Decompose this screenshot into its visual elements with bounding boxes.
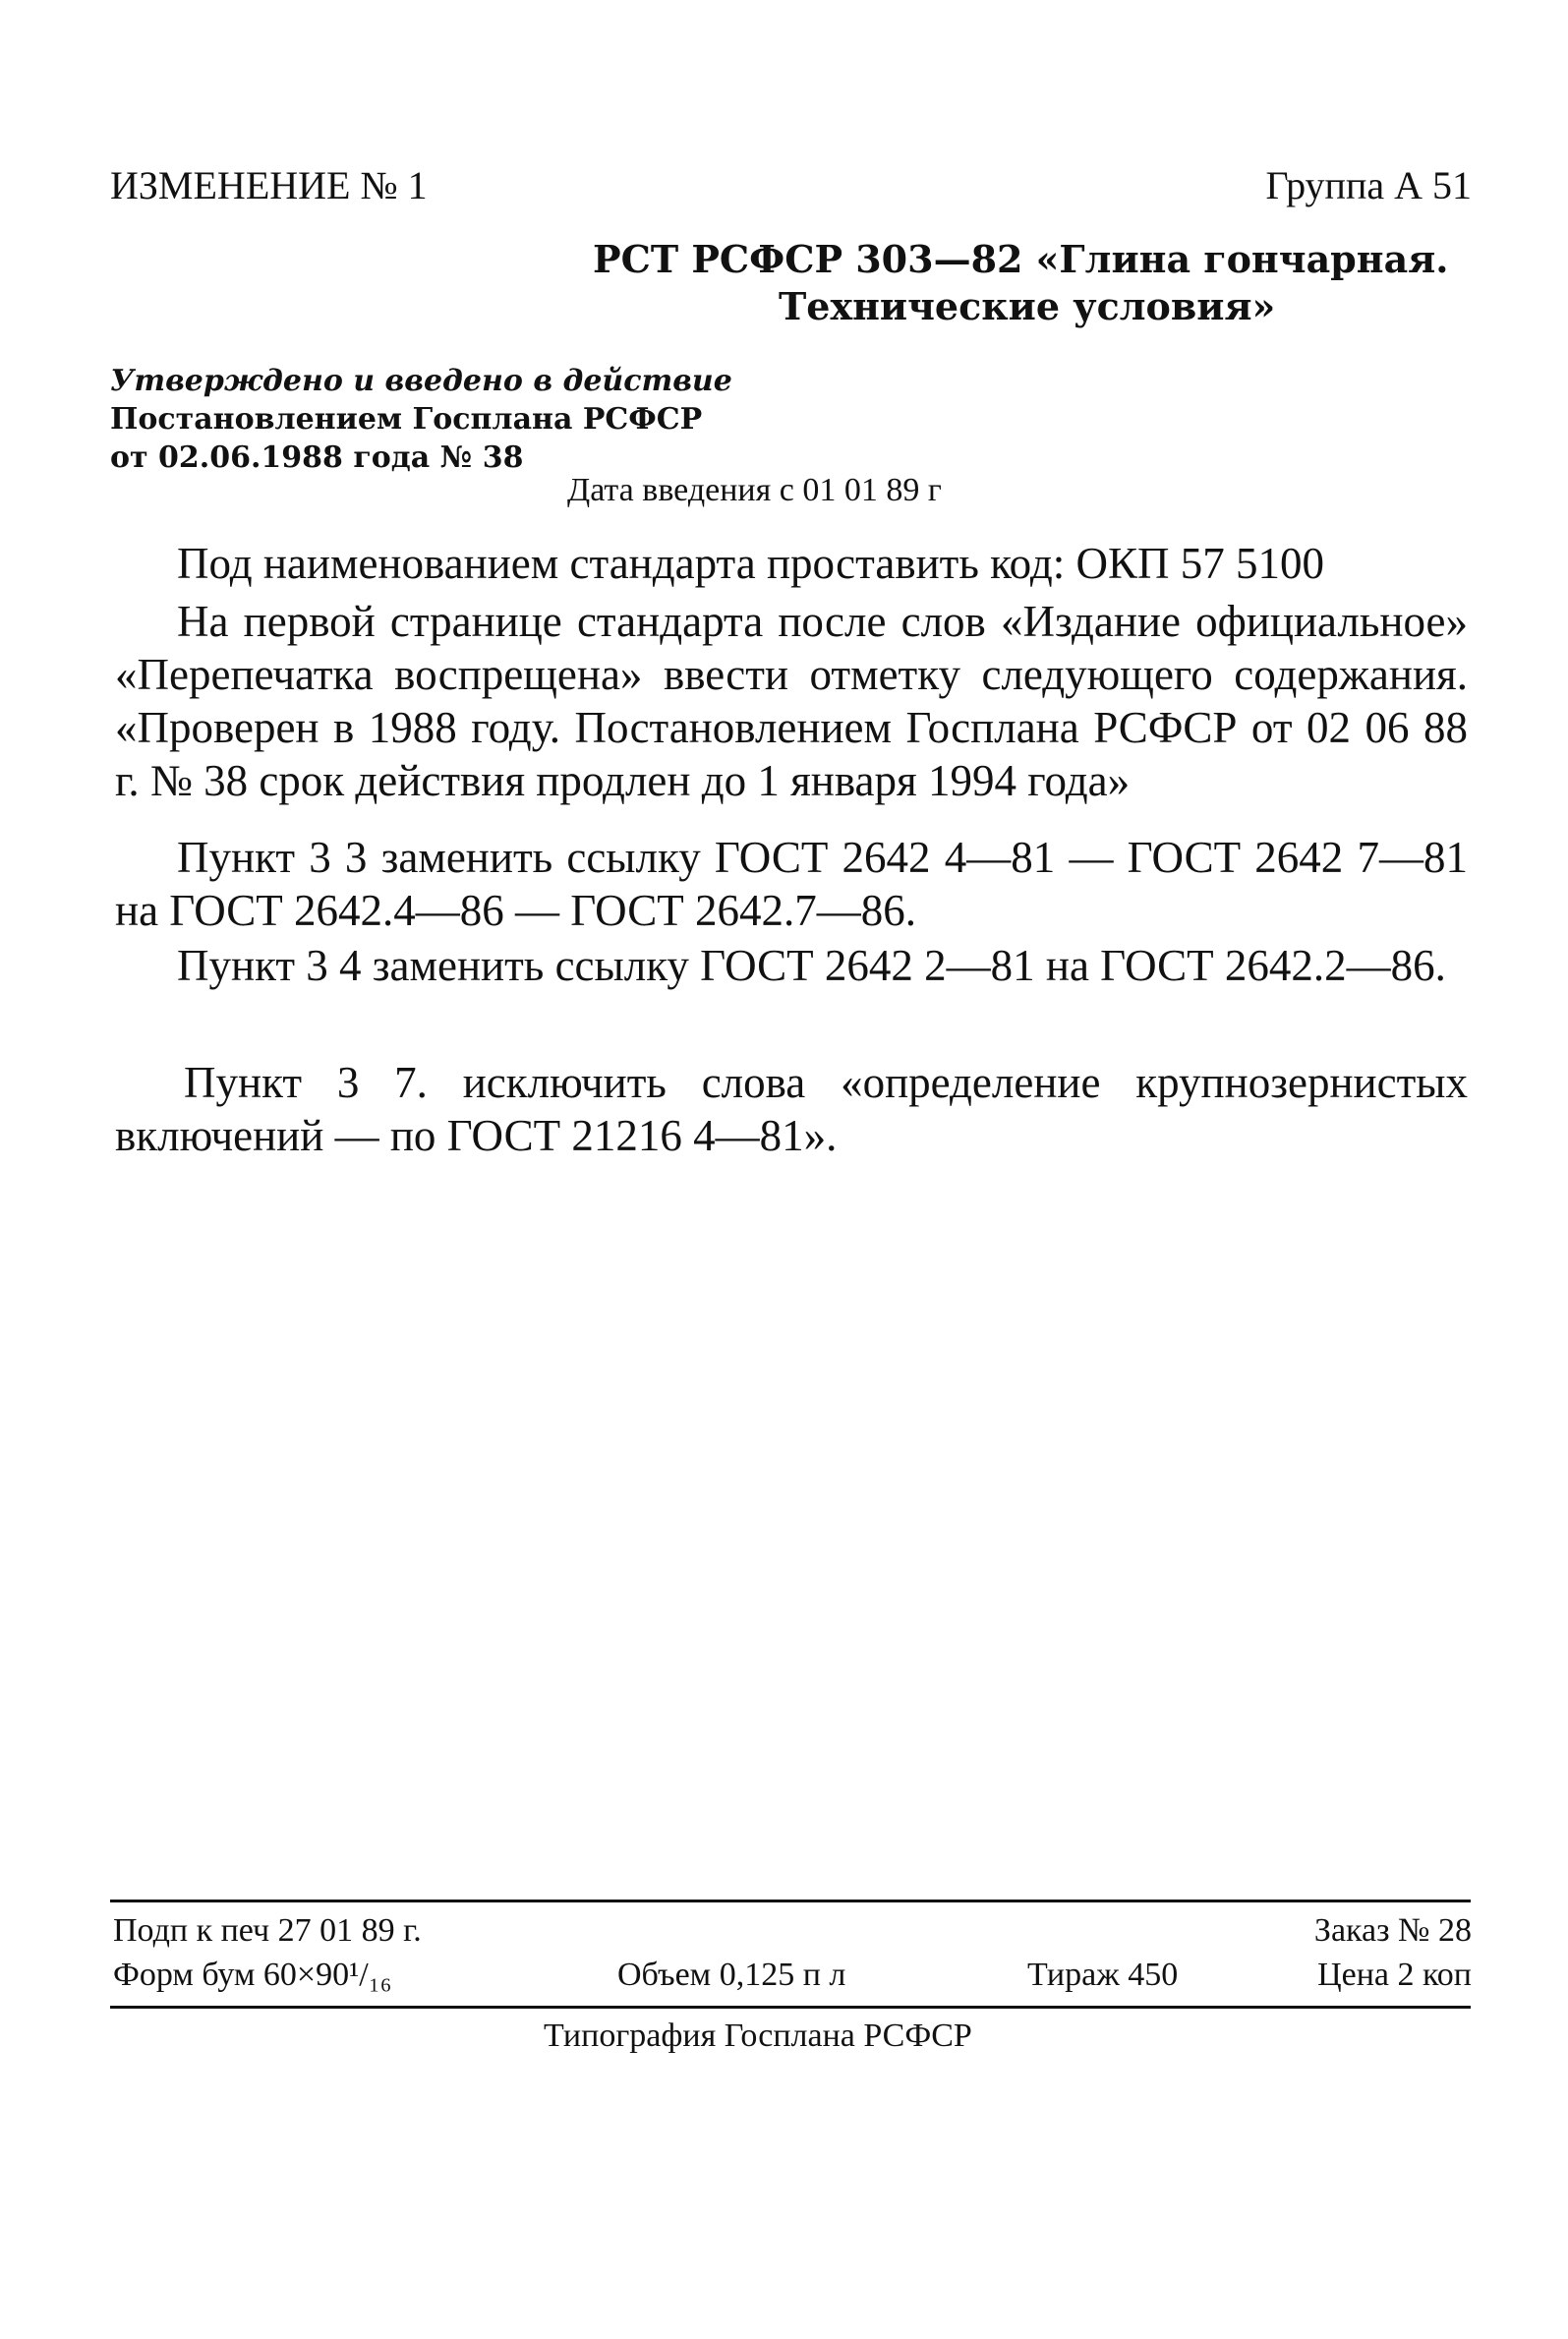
- footer-volume: Объем 0,125 п л: [617, 1957, 846, 1993]
- document-title-line1: РСТ РСФСР 303—82 «Глина гончарная.: [593, 237, 1449, 281]
- document-title-line2: Технические условия»: [779, 284, 1276, 328]
- paragraph-first-page-mark: На первой странице стандарта после слов «Издание официальное» «Перепечатка воспрещена» ввести отметку следующего содержания. «Проверен в 1988 году. Постановлением Госплана РСФСР от 02 06 88 г. № 38 срок действия продлен до 1 января 1994 года»: [115, 597, 1468, 805]
- approval-block: [110, 362, 732, 477]
- footer-paper-format: Форм бум 60×90¹/₁₆: [113, 1957, 392, 1993]
- effective-date: Дата введения с 01 01 89 г: [567, 472, 942, 508]
- footer-top-rule: [110, 1900, 1471, 1902]
- paragraph-item-3-3: Пункт 3 3 заменить ссылку ГОСТ 2642 4—81 — ГОСТ 2642 7—81 на ГОСТ 2642.4—86 — ГОСТ 2642.7—86.: [115, 833, 1468, 935]
- approval-line3: от 02.06.1988 года № 38: [110, 440, 524, 475]
- footer-printer: Типография Госплана РСФСР: [544, 2017, 972, 2054]
- footer-order-number: Заказ № 28: [1313, 1912, 1472, 1949]
- footer-print-run: Тираж 450: [1027, 1957, 1179, 1993]
- paragraph-item-3-4: Пункт 3 4 заменить ссылку ГОСТ 2642 2—81 на ГОСТ 2642.2—86.: [177, 941, 1446, 990]
- footer-price: Цена 2 коп: [1317, 1957, 1472, 1993]
- footer-signed-to-print: Подп к печ 27 01 89 г.: [113, 1912, 422, 1949]
- group-code: Группа А 51: [1265, 163, 1472, 207]
- paragraph-okp-code: Под наименованием стандарта проставить код: ОКП 57 5100: [177, 539, 1325, 588]
- paragraph-item-3-7: Пункт 3 7. исключить слова «определение крупнозернистых включений — по ГОСТ 21216 4—81».: [115, 1058, 1468, 1160]
- approval-line1: Утверждено и введено в действие: [110, 364, 732, 398]
- change-number: ИЗМЕНЕНИЕ № 1: [110, 163, 428, 207]
- approval-line2: Постановлением Госплана РСФСР: [110, 402, 703, 437]
- footer-bottom-rule: [110, 2006, 1471, 2009]
